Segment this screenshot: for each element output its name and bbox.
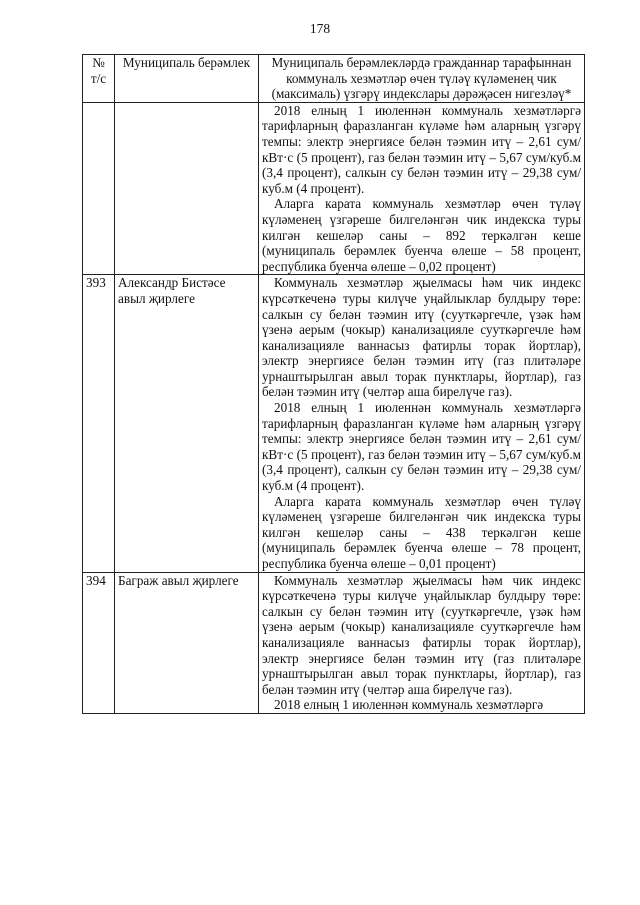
paragraph: 2018 елның 1 июленнән коммуналь хезмәтләргә xyxy=(274,697,544,713)
row-justification xyxy=(259,102,585,275)
row-municipality: Александр Бистәсе авыл җирлеге xyxy=(115,275,259,572)
table-row xyxy=(83,102,585,275)
row-number: 393 xyxy=(83,275,115,572)
table-row xyxy=(83,572,585,713)
row-number xyxy=(83,102,115,275)
table-header xyxy=(83,55,585,103)
row-municipality: Баграж авыл җирлеге xyxy=(115,572,259,713)
paragraph: Коммуналь хезмәтләр җыелмасы һәм чик индекс күрсәткеченә туры килүче уңайлыклар булдыру төре: салкын су белән тәэмин итү (сууткәргечле, үзәк һәм үзенә аерым (чокыр) канализацияле сууткәргечле һәм канализацияле ваннасыз фатирлы торак йортлар), электр энергиясе белән тәэмин итү (газ плитәләре урнаштырылган авыл торак пунктлары, йортлар), газ белән тәэмин итү (челтәр аша бирелүче газ). xyxy=(262,275,581,400)
row-municipality xyxy=(115,102,259,275)
paragraph: 2018 елның 1 июленнән коммуналь хезмәтләргә тарифларның фаразланган күләме һәм аларның үзгәрү темпы: электр энергиясе белән тәэмин итү – 2,61 сум/кВт·с (5 процент), газ белән тәэмин итү – 5,67 сум/куб.м (3,4 процент), салкын су белән тәэмин итү – 29,38 сум/куб.м (4 процент). xyxy=(262,400,581,494)
row-justification xyxy=(259,275,585,572)
index-table xyxy=(82,54,585,714)
table-row xyxy=(83,275,585,572)
header-number: № т/с xyxy=(83,55,115,103)
paragraph: 2018 елның 1 июленнән коммуналь хезмәтләргә тарифларның фаразланган күләме һәм аларның үзгәрү темпы: электр энергиясе белән тәэмин итү – 2,61 сум/кВт·с (5 процент), газ белән тәэмин итү – 5,67 сум/куб.м (3,4 процент), салкын су белән тәэмин итү – 29,38 сум/куб.м (4 процент). xyxy=(262,102,581,196)
paragraph: Аларга карата коммуналь хезмәтләр өчен түләү күләменең үзгәреше билгеләнгән чик индекска туры килгән кешеләр саны – 892 теркәлгән кеше (муниципаль берәмлек буенча өлеше – 58 процент, республика буенча өлеше – 0,02 процент) xyxy=(262,196,581,274)
paragraph: Коммуналь хезмәтләр җыелмасы һәм чик индекс күрсәткеченә туры килүче уңайлыклар булдыру төре: салкын су белән тәэмин итү (сууткәргечле, үзәк һәм үзенә аерым (чокыр) канализацияле сууткәргечле һәм канализацияле ваннасыз фатирлы торак йортлар), электр энергиясе белән тәэмин итү (газ плитәләре урнаштырылган авыл торак пунктлары, йортлар), газ белән тәэмин итү (челтәр аша бирелүче газ). xyxy=(262,572,581,697)
header-justification: Муниципаль берәмлекләрдә гражданнар тарафыннан коммуналь хезмәтләр өчен түләү күләменең чик (максималь) үзгәрү индекслары дәрәҗәсен нигезләү* xyxy=(259,55,585,103)
paragraph: Аларга карата коммуналь хезмәтләр өчен түләү күләменең үзгәреше билгеләнгән чик индекска туры килгән кешеләр саны – 438 теркәлгән кеше (муниципаль берәмлек буенча өлеше – 78 процент, республика буенча өлеше – 0,01 процент) xyxy=(262,493,581,571)
row-justification xyxy=(259,572,585,713)
row-number: 394 xyxy=(83,572,115,713)
header-municipality: Муниципаль берәмлек xyxy=(115,55,259,103)
page-number: 178 xyxy=(309,21,331,36)
